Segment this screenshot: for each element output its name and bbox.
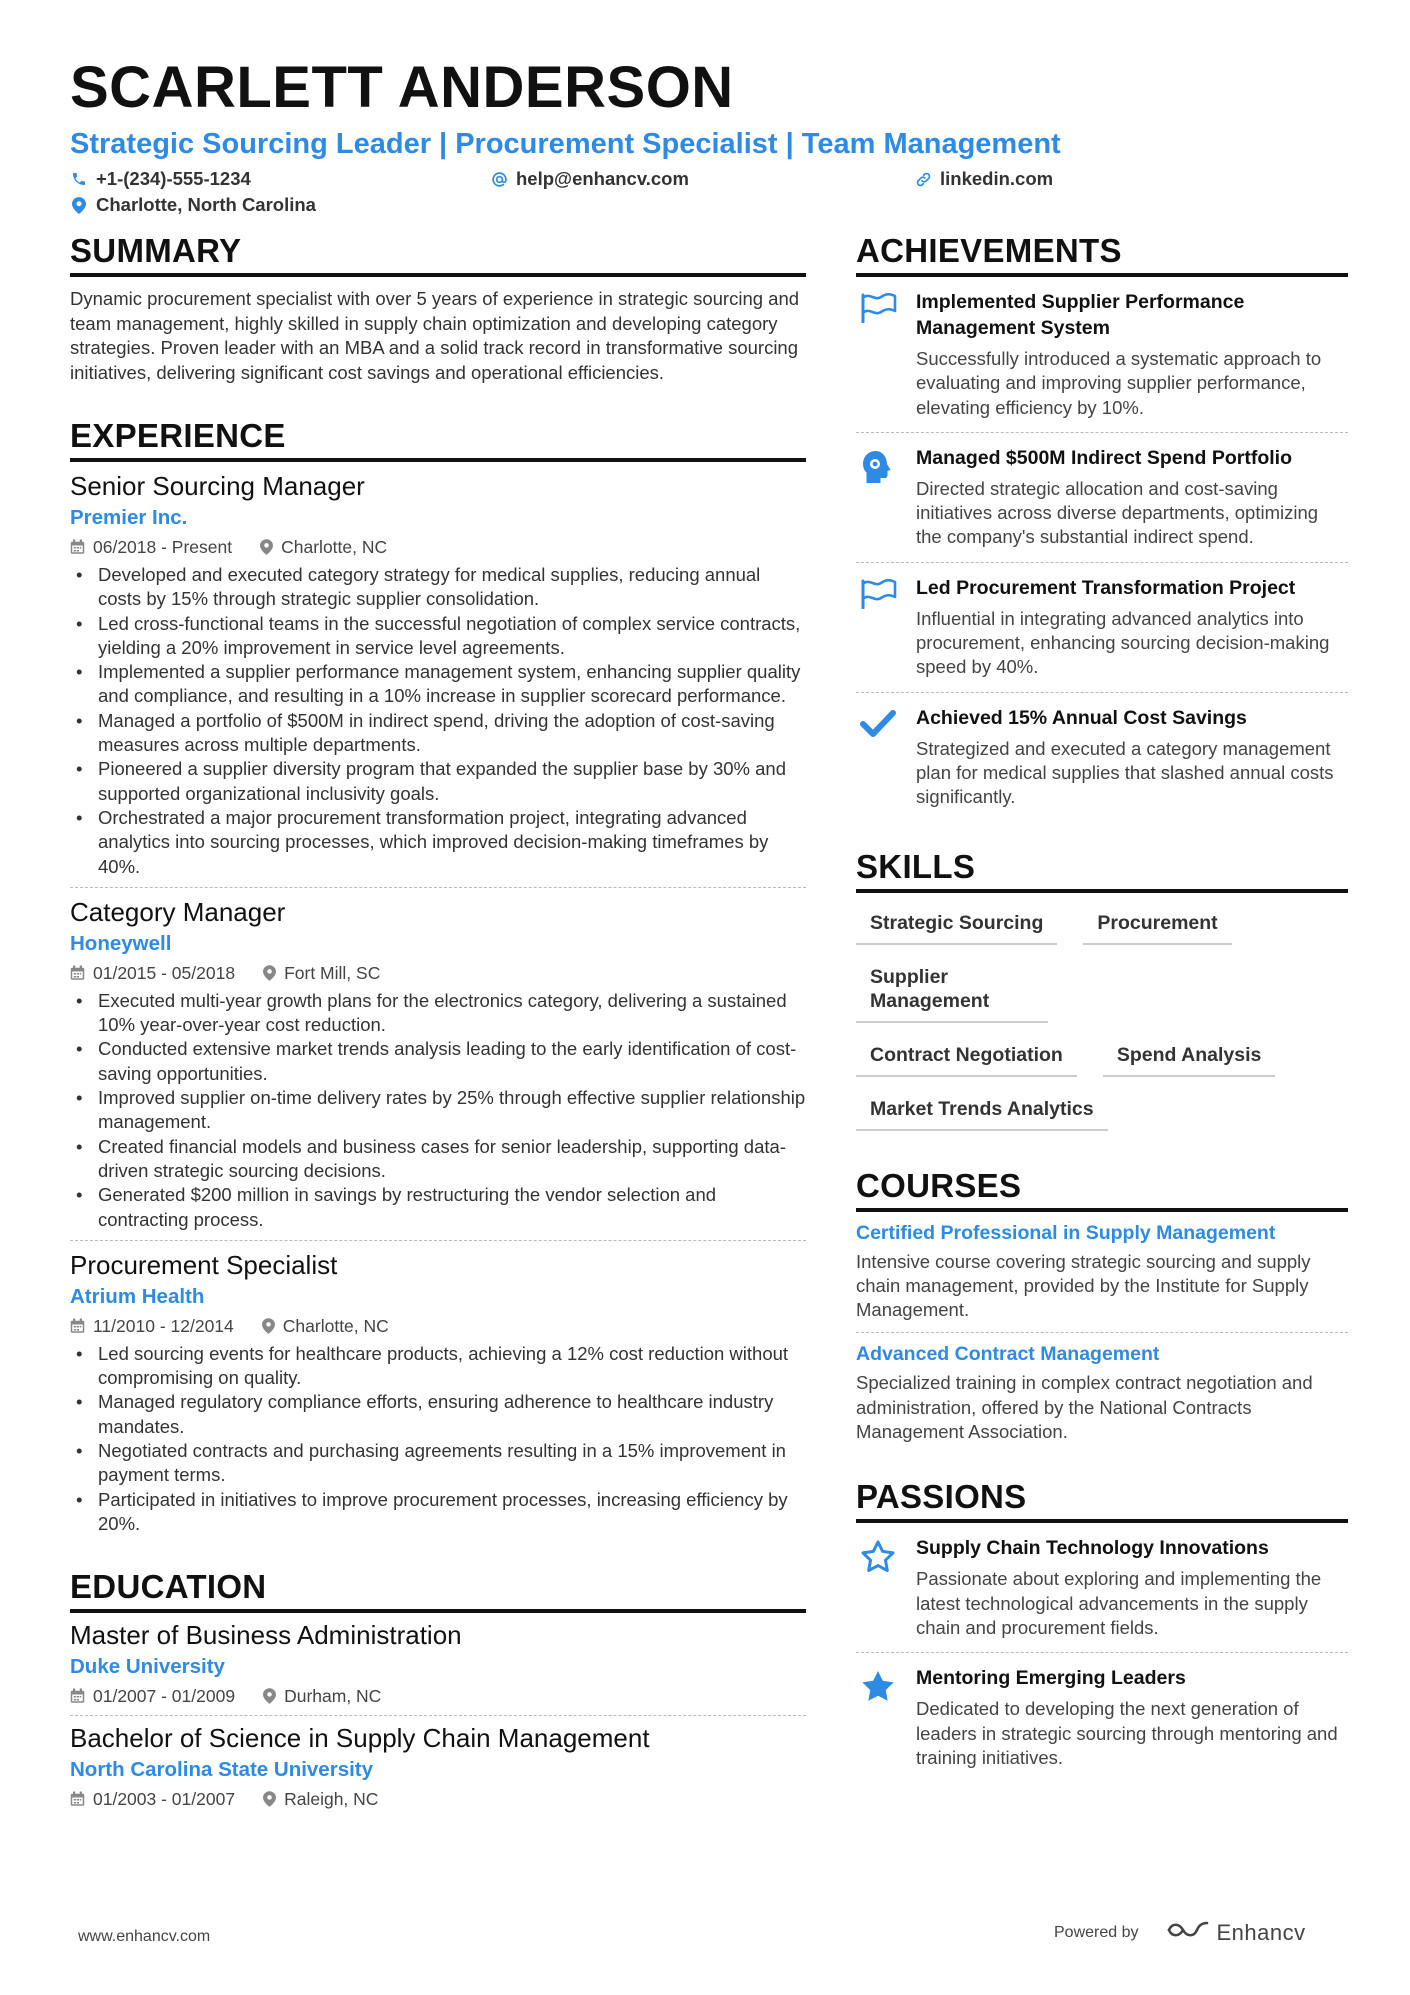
education-section [70, 1568, 806, 1818]
bullet-item: • Implemented a supplier performance management system, enhancing supplier quality and compliance, and resulting in a 10% increase in supplier scorecard performance. [70, 660, 806, 709]
job-location [263, 960, 380, 986]
job-title: Procurement Specialist [70, 1249, 338, 1280]
skill-tag: Market Trends Analytics [856, 1089, 1108, 1131]
course-title: Advanced Contract Management [856, 1343, 1160, 1366]
job-dates [70, 1313, 234, 1339]
achievements-heading: ACHIEVEMENTS [856, 232, 1348, 277]
email-contact[interactable] [490, 166, 689, 192]
calendar-icon [70, 1318, 85, 1334]
achievement-description: Directed strategic allocation and cost-saving initiatives across diverse departments, optimizing the company's substantial indirect spend. [916, 477, 1319, 548]
footer-website[interactable]: www.enhancv.com [78, 1928, 211, 1945]
education-location-text: Raleigh, NC [284, 1789, 379, 1810]
job-bullets [70, 1342, 806, 1536]
link-icon [914, 170, 932, 188]
bullet-item: • Pioneered a supplier diversity program that expanded the supplier base by 30% and supported organizational inclusivity goals. [70, 757, 806, 806]
bullet-item: • Improved supplier on-time delivery rates by 25% through effective supplier relationship management. [70, 1086, 806, 1135]
phone-icon [70, 170, 88, 188]
education-dates-text: 01/2007 - 01/2009 [93, 1686, 236, 1707]
passions-section [856, 1478, 1348, 1782]
education-dates [70, 1786, 235, 1812]
job-bullets [70, 563, 806, 879]
company-name: Honeywell [70, 931, 172, 955]
education-entry [70, 1613, 806, 1715]
job-dates [70, 960, 235, 986]
achievement-title: Led Procurement Transformation Project [916, 576, 1296, 599]
experience-entry [70, 1240, 806, 1544]
star-outline-icon [856, 1535, 916, 1640]
link-contact[interactable] [914, 166, 1053, 192]
right-column [856, 232, 1348, 1812]
course-description: Specialized training in complex contract negotiation and administration, offered by the National Contracts Management Association. [856, 1372, 1313, 1443]
course-description: Intensive course covering strategic sourcing and supply chain management, provided by the Institute for Supply Management. [856, 1250, 1311, 1321]
bullet-item: • Generated $200 million in savings by restructuring the vendor selection and contracting process. [70, 1183, 806, 1232]
passion-item [856, 1523, 1348, 1652]
education-entry [70, 1715, 806, 1818]
headline: Strategic Sourcing Leader | Procurement Specialist | Team Management [70, 128, 1061, 160]
achievement-title: Achieved 15% Annual Cost Savings [916, 706, 1247, 729]
skills-list [856, 903, 1348, 1143]
location-pin-icon [260, 539, 273, 555]
course-item [856, 1212, 1348, 1333]
education-location [263, 1683, 381, 1709]
passion-description: Dedicated to developing the next generation of leaders in strategic sourcing through mentoring and training initiatives. [916, 1698, 1338, 1768]
skill-tag: Strategic Sourcing [856, 903, 1057, 945]
bullet-item: • Managed a portfolio of $500M in indirect spend, driving the adoption of cost-saving measures across multiple departments. [70, 709, 806, 758]
education-dates-text: 01/2003 - 01/2007 [93, 1789, 236, 1810]
location-pin-icon [70, 196, 88, 214]
head-icon [856, 445, 916, 550]
enhancv-logo-icon [1165, 1918, 1211, 1947]
skill-tag: Supplier Management [856, 957, 1048, 1023]
achievement-description: Influential in integrating advanced analytics into procurement, enhancing sourcing decision-making speed by 40%. [916, 607, 1330, 678]
education-meta [70, 1786, 806, 1812]
job-dates-text: 11/2010 - 12/2014 [93, 1315, 234, 1336]
job-dates-text: 06/2018 - Present [93, 537, 233, 557]
skill-tag: Procurement [1083, 903, 1231, 945]
passion-item [856, 1652, 1348, 1782]
bullet-item: • Orchestrated a major procurement transformation project, integrating advanced analytics into sourcing processes, which improved decision-making timeframes by 40%. [70, 806, 806, 879]
achievement-title: Managed $500M Indirect Spend Portfolio [916, 446, 1292, 469]
link-text: linkedin.com [940, 168, 1054, 189]
bullet-item: • Executed multi-year growth plans for the electronics category, delivering a sustained 10% year-over-year cost reduction. [70, 989, 806, 1038]
education-meta [70, 1683, 806, 1709]
job-meta [70, 960, 806, 986]
achievement-item [856, 277, 1348, 432]
at-icon [490, 170, 508, 188]
courses-section [856, 1167, 1348, 1455]
phone-contact[interactable] [70, 166, 251, 192]
achievement-description: Strategized and executed a category management plan for medical supplies that slashed annual costs significantly. [916, 737, 1334, 808]
email-text: help@enhancv.com [516, 168, 689, 189]
phone-text: +1-(234)-555-1234 [96, 168, 251, 189]
passion-title: Mentoring Emerging Leaders [916, 1667, 1186, 1690]
candidate-name: SCARLETT ANDERSON [70, 55, 734, 120]
location-text: Charlotte, North Carolina [96, 194, 316, 215]
achievement-item [856, 562, 1348, 692]
achievement-description: Successfully introduced a systematic approach to evaluating and improving supplier performance, elevating efficiency by 10%. [916, 348, 1322, 418]
left-column [70, 232, 806, 1848]
flag-icon [856, 575, 916, 680]
degree-title: Master of Business Administration [70, 1620, 462, 1651]
degree-title: Bachelor of Science in Supply Chain Management [70, 1723, 650, 1754]
footer-branding[interactable] [1054, 1918, 1306, 1947]
bullet-item: • Developed and executed category strategy for medical supplies, reducing annual costs by 15% through strategic supplier consolidation. [70, 563, 806, 612]
brand-name: Enhancv [1216, 1919, 1306, 1945]
job-title: Senior Sourcing Manager [70, 471, 365, 501]
courses-heading: COURSES [856, 1167, 1348, 1212]
experience-entry [70, 462, 806, 887]
location-pin-icon [263, 965, 276, 981]
bullet-item: • Managed regulatory compliance efforts, ensuring adherence to healthcare industry mandates. [70, 1390, 806, 1439]
school-name: North Carolina State University [70, 1758, 374, 1782]
bullet-item: • Negotiated contracts and purchasing agreements resulting in a 15% improvement in payment terms. [70, 1439, 806, 1488]
skills-heading: SKILLS [856, 848, 1348, 893]
experience-heading: EXPERIENCE [70, 417, 806, 462]
job-meta [70, 1313, 806, 1339]
education-location-text: Durham, NC [284, 1686, 382, 1707]
contact-info [70, 166, 1350, 224]
job-location-text: Fort Mill, SC [284, 962, 381, 983]
experience-section [70, 417, 806, 1544]
course-item [856, 1332, 1348, 1454]
passion-description: Passionate about exploring and implementing the latest technological advancements in the supply chain and procurement fields. [916, 1568, 1322, 1638]
location-pin-icon [262, 1318, 275, 1334]
course-title: Certified Professional in Supply Management [856, 1221, 1276, 1244]
achievement-title: Implemented Supplier Performance Management System [916, 291, 1245, 339]
job-dates [70, 534, 232, 560]
job-title: Category Manager [70, 896, 286, 927]
job-location-text: Charlotte, NC [282, 1315, 389, 1336]
calendar-icon [70, 1791, 85, 1807]
skill-tag: Contract Negotiation [856, 1035, 1077, 1077]
calendar-icon [70, 539, 85, 555]
star-icon [856, 1665, 916, 1770]
passions-heading: PASSIONS [856, 1478, 1348, 1523]
job-location [260, 534, 387, 560]
achievement-item [856, 432, 1348, 562]
summary-heading: SUMMARY [70, 232, 806, 277]
checkmark-icon [856, 705, 916, 810]
school-name: Duke University [70, 1655, 225, 1679]
job-meta [70, 534, 806, 560]
passion-title: Supply Chain Technology Innovations [916, 1537, 1269, 1560]
bullet-item: • Led sourcing events for healthcare products, achieving a 12% cost reduction without compromising on quality. [70, 1342, 806, 1391]
education-heading: EDUCATION [70, 1568, 806, 1613]
education-dates [70, 1683, 235, 1709]
location-contact [70, 192, 316, 218]
location-pin-icon [263, 1791, 276, 1807]
summary-section [70, 232, 806, 385]
job-bullets [70, 989, 806, 1232]
job-dates-text: 01/2015 - 05/2018 [93, 962, 236, 983]
company-name: Atrium Health [70, 1284, 205, 1308]
summary-text: Dynamic procurement specialist with over 5 years of experience in strategic sourcing and team management, highly skilled in supply chain optimization and developing category strategies. Proven leader with an MBA and a solid track record in transformative sourcing initiatives, delivering significant cost savings and operational efficiencies. [70, 288, 800, 383]
resume-header [70, 52, 1350, 224]
powered-by-text: Powered by [1054, 1923, 1139, 1941]
achievement-item [856, 692, 1348, 822]
skill-tag: Spend Analysis [1103, 1035, 1276, 1077]
bullet-item: • Conducted extensive market trends analysis leading to the early identification of cost-saving opportunities. [70, 1037, 806, 1086]
company-name: Premier Inc. [70, 506, 188, 529]
education-location [263, 1786, 378, 1812]
achievements-section [856, 232, 1348, 822]
location-pin-icon [263, 1688, 276, 1704]
bullet-item: • Participated in initiatives to improve procurement processes, increasing efficiency by 20%. [70, 1488, 806, 1537]
job-location-text: Charlotte, NC [281, 537, 388, 557]
calendar-icon [70, 965, 85, 981]
skills-section [856, 848, 1348, 1143]
bullet-item: • Led cross-functional teams in the successful negotiation of complex service contracts, yielding a 20% improvement in service level agreements. [70, 612, 806, 661]
bullet-item: • Created financial models and business cases for senior leadership, supporting data-driven strategic sourcing decisions. [70, 1135, 806, 1184]
job-location [262, 1313, 389, 1339]
calendar-icon [70, 1688, 85, 1704]
flag-icon [856, 289, 916, 420]
experience-entry [70, 887, 806, 1240]
